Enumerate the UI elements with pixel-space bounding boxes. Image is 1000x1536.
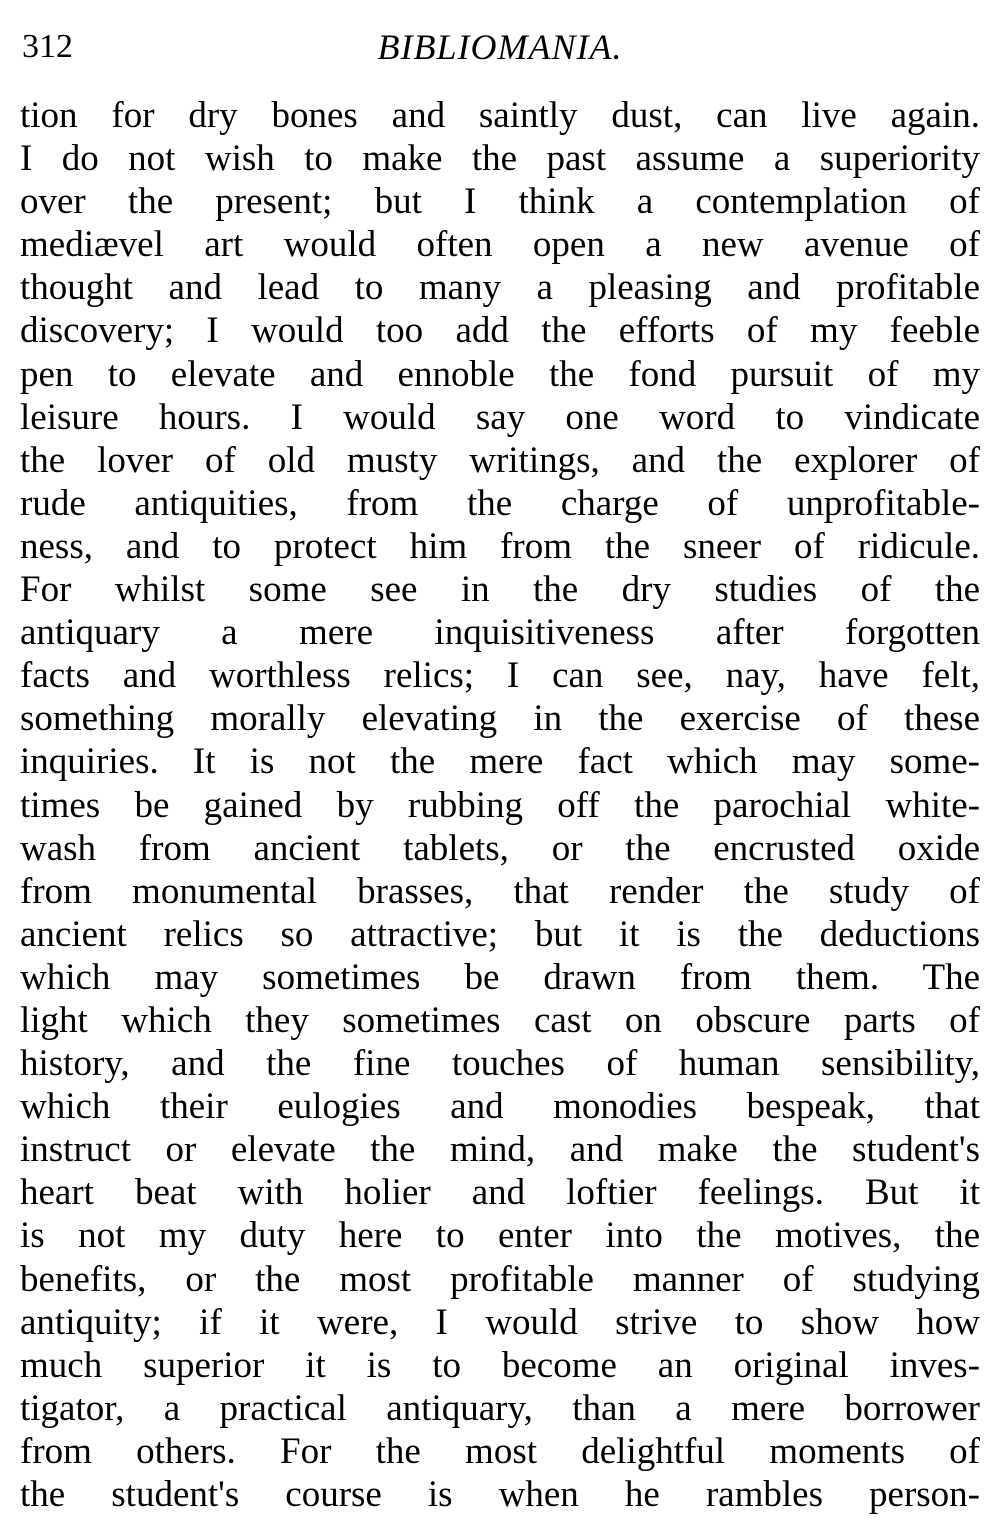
text-line: from monumental brasses, that render the study of: [20, 870, 980, 912]
text-line: benefits, or the most profitable manner of studying: [20, 1258, 980, 1300]
text-line: inquiries. It is not the mere fact which may some-: [20, 741, 980, 783]
text-line: heart beat with holier and loftier feelings. But it: [20, 1172, 980, 1214]
running-head: [22, 24, 978, 74]
text-line: which may sometimes be drawn from them. The: [20, 956, 980, 998]
text-line: ancient relics so attractive; but it is the deductions: [20, 913, 980, 955]
running-title: BIBLIOMANIA.: [377, 27, 623, 67]
text-line: from others. For the most delightful moments of: [20, 1430, 980, 1472]
text-line: over the present; but I think a contemplation of: [20, 181, 980, 223]
text-line: times be gained by rubbing off the parochial white-: [20, 784, 980, 826]
text-line: something morally elevating in the exercise of these: [20, 698, 980, 740]
body-text: [20, 94, 980, 1516]
text-line: antiquity; if it were, I would strive to show how: [20, 1301, 980, 1343]
text-line: instruct or elevate the mind, and make the student's: [20, 1129, 980, 1171]
text-line: which their eulogies and monodies bespeak, that: [20, 1086, 980, 1128]
text-line: antiquary a mere inquisitiveness after forgotten: [20, 612, 980, 654]
text-line: tigator, a practical antiquary, than a mere borrower: [20, 1387, 980, 1429]
text-line: discovery; I would too add the efforts of my feeble: [20, 310, 980, 352]
text-line: I do not wish to make the past assume a superiority: [20, 138, 980, 180]
text-line: For whilst some see in the dry studies of the: [20, 569, 980, 611]
text-line: light which they sometimes cast on obscure parts of: [20, 999, 980, 1041]
page-number: 312: [22, 28, 73, 65]
text-line: the student's course is when he rambles person-: [20, 1474, 980, 1515]
text-line: pen to elevate and ennoble the fond pursuit of my: [20, 353, 980, 395]
text-line: leisure hours. I would say one word to vindicate: [20, 396, 980, 438]
text-line: mediævel art would often open a new avenue of: [20, 224, 980, 266]
text-line: wash from ancient tablets, or the encrusted oxide: [20, 827, 980, 869]
text-line: tion for dry bones and saintly dust, can live again.: [20, 95, 980, 136]
text-line: thought and lead to many a pleasing and profitable: [20, 267, 980, 309]
text-line: is not my duty here to enter into the motives, the: [20, 1215, 980, 1257]
text-line: history, and the fine touches of human sensibility,: [20, 1043, 980, 1085]
text-line: facts and worthless relics; I can see, nay, have felt,: [20, 655, 980, 697]
text-line: rude antiquities, from the charge of unprofitable-: [20, 482, 980, 524]
text-line: much superior it is to become an original inves-: [20, 1344, 980, 1386]
text-line: the lover of old musty writings, and the explorer of: [20, 439, 980, 481]
text-line: ness, and to protect him from the sneer of ridicule.: [20, 525, 980, 567]
